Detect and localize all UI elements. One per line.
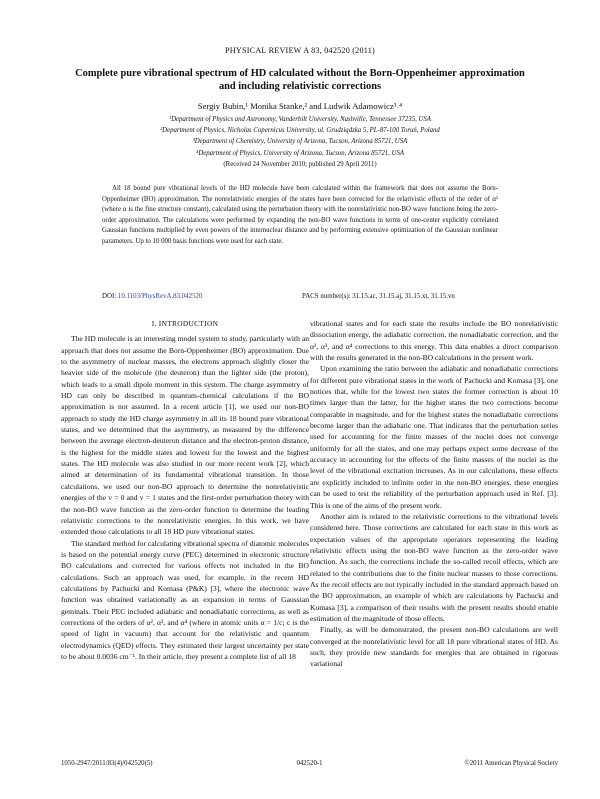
doi-link[interactable]: 10.1103/PhysRevA.83.042520 <box>117 293 203 300</box>
body-paragraph: vibrational states and for each state the results include the BO nonrelativistic dissociation energy, the adiabatic correction, the nonadiabatic correction, and the α², α³, and α⁴ corrections to this energy. This data enables a direct comparison with the results generated in the non-BO calculations in the present work. <box>310 319 558 363</box>
pacs-numbers: PACS number(s): 31.15.ac, 31.15.aj, 31.15.xt, 31.15.vn <box>302 293 455 300</box>
footer-issn: 1050-2947/2011/83(4)/042520(5) <box>61 760 153 767</box>
affiliation-4: ⁴Department of Physics, University of Arizona, Tucson, Arizona 85721, USA <box>195 149 405 157</box>
paper-title: Complete pure vibrational spectrum of HD calculated without the Born-Oppenheimer approximation and including relativistic corrections <box>75 68 525 92</box>
affiliation-1: ¹Department of Physics and Astronomy, Vanderbilt University, Nashville, Tennessee 37235, USA <box>169 116 431 123</box>
body-paragraph: Finally, as will be demonstrated, the present non-BO calculations are well converged at the nonrelativistic level for all 18 pure vibrational states of HD. As such, they provide new standards for energies that are obtained in rigorous variational <box>310 625 558 669</box>
affiliation-2: ²Department of Physics, Nicholas Copernicus University, ul. Grudziądzka 5, PL-87-100 Toruń, Poland <box>160 127 440 135</box>
running-head: PHYSICAL REVIEW A 83, 042520 (2011) <box>225 46 375 55</box>
doi-pacs-line <box>102 293 498 300</box>
right-column <box>310 318 558 670</box>
body-paragraph: The standard method for calculating vibrational spectra of diatomic molecules is based on the potential energy curve (PEC) determined in electronic structure BO calculations and corrected for various effects not included in the BO calculations. Such an approach was used, for example, in the recent HD calculations by Pachucki and Komasa (P&K) [3], where the electronic wave function was obtained variationally as an expansion in terms of Gaussian geminals. Their PEC included adiabatic and nonadiabatic corrections, as well as corrections of the orders of α², α³, and α⁴ (where in atomic units α = 1/c; c is the speed of light in vacuum) that account for the relativistic and quantum electrodynamics (QED) effects. They estimated their largest uncertainty per state to be about 0.0036 cm⁻¹. In their article, they present a complete list of all 18 <box>61 538 309 661</box>
author-list: Sergiy Bubin,¹ Monika Stanke,² and Ludwik Adamowicz³˒⁴ <box>197 101 403 111</box>
affiliations <box>0 114 600 170</box>
left-column <box>61 318 309 662</box>
body-paragraph: Upon examining the ratio between the adiabatic and nonadiabatic corrections for different pure vibrational states in the work of Pachucki and Komasa [3], one notices that, while for the lowest two states the former correction is about 10 times larger than the latter, for the higher states the two corrections become comparable in magnitude, and for the highest states the nonadiabatic corrections become larger than the adiabatic one. That indicates that the perturbation series used for accounting for the finite masses of the nuclei does not converge uniformly for all the states, and one may perhaps expect some decrease of the accuracy in accounting for the effects of the finite masses of the nuclei as the level of the vibrational excitation increases. As in our calculations, these effects are explicitly included to infinite order in the non-BO energies, these energies can be used to test the reliability of the perturbation approach used in Ref. [3]. This is one of the aims of the present work. <box>310 364 558 510</box>
body-paragraph: The HD molecule is an interesting model system to study, particularly with an approach that does not assume the Born-Oppenheimer (BO) approximation. Due to the asymmetry of nuclear masses, the electrons approach slightly closer the heavier side of the molecule (the deuteron) than the lighter side (the proton), which leads to a small dipole moment in this system. The charge asymmetry of HD can only be described in quantum-chemical calculations if the BO approximation is not assumed. In a recent article [1], we used our non-BO approach to study the HD charge asymmetry in all its 18 bound pure vibrational states, and we determined that the asymmetry, as measured by the difference between the average electron-deuteron distance and the electron-proton distance, is the highest for the middle states and lowest for the lowest and the highest states. The HD molecule was also studied in our more recent work [2], which aimed at determination of its fundamental vibrational transition. In those calculations, we used our non-BO approach to determine the nonrelativistic energies of the v = 0 and v = 1 states and the first-order perturbation theory with the non-BO wave function as the zero-order function to determine the leading relativistic corrections to the nonrelativistic energies. In this work, we have extended those calculations to all 18 HD pure vibrational states. <box>61 334 309 537</box>
section-title: I. INTRODUCTION <box>151 319 219 328</box>
doi-label: DOI: <box>102 293 117 300</box>
footer-copyright: ©2011 American Physical Society <box>464 760 558 767</box>
footer-page-number: 042520-1 <box>296 760 323 767</box>
received-dates: (Received 24 November 2010; published 29 April 2011) <box>223 160 377 168</box>
abstract: All 18 bound pure vibrational levels of the HD molecule have been calculated within the framework that does not assume the Born-Oppenheimer (BO) approximation. The nonrelativistic energies of the states have been corrected for the relativistic effects of the order of α² (where α is the fine structure constant), calculated using the perturbation theory with the nonrelativistic non-BO wave functions being the zero-order approximation. The calculations were performed by expanding the non-BO wave functions in terms of one-center explicitly correlated Gaussian functions multiplied by even powers of the internuclear distance and by performing extensive optimization of the Gaussian nonlinear parameters. Up to 10 000 basis functions were used for each state. <box>102 185 498 245</box>
affiliation-3: ³Department of Chemistry, University of Arizona, Tucson, Arizona 85721, USA <box>192 138 408 146</box>
body-paragraph: Another aim is related to the relativistic corrections to the vibrational levels considered here. Those corrections are calculated for each state in this work as expectation values of the appropriate operators representing the leading relativistic effects using the non-BO wave function as the zero-order wave function. As such, the corrections include the so-called recoil effects, which are related to the contributions due to the finite nuclear masses to those corrections. As the recoil effects are not typically included in the standard approach based on the BO approximation, an example of which are calculations by Pachucki and Komasa [3], a comparison of their results with the present results should enable estimation of the magnitude of those effects. <box>310 511 558 623</box>
